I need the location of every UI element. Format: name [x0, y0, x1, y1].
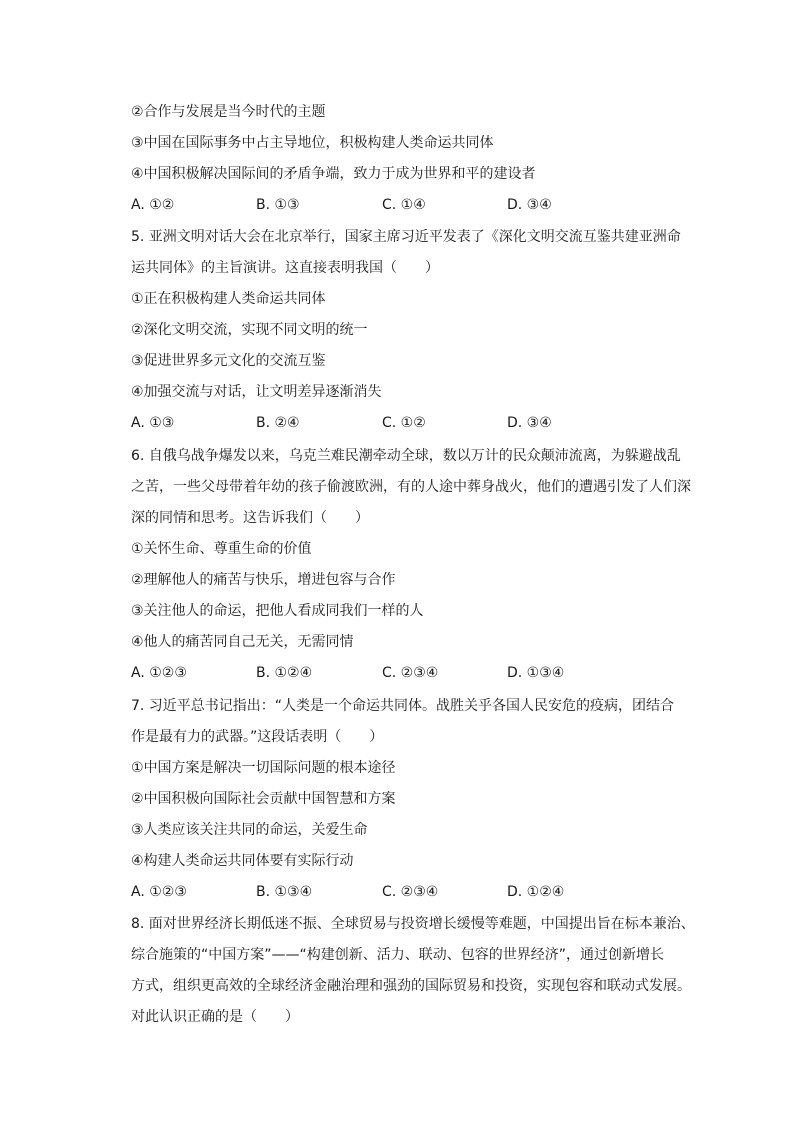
option-d: D. ①③④ — [507, 665, 565, 681]
statement-2: ②中国积极向国际社会贡献中国智慧和方案 — [131, 791, 396, 807]
question-5-stem: 5. 亚洲文明对话大会在北京举行，国家主席习近平发表了《深化文明交流互鉴共建亚洲命 — [131, 229, 681, 245]
question-8-stem-cont: 对此认识正确的是（ ） — [131, 1009, 299, 1025]
statement-3: ③中国在国际事务中占主导地位，积极构建人类命运共同体 — [131, 135, 494, 151]
question-6-stem-cont: 之苦，一些父母带着年幼的孩子偷渡欧洲，有的人途中葬身战火，他们的遭遇引发了人们深 — [131, 479, 691, 495]
question-6-stem-cont: 深的同情和思考。这告诉我们（ ） — [131, 510, 369, 526]
statement-1: ①正在积极构建人类命运共同体 — [131, 291, 326, 307]
question-8-stem: 8. 面对世界经济长期低迷不振、全球贸易与投资增长缓慢等难题，中国提出旨在标本兼治、 — [131, 916, 695, 932]
statement-4: ④加强交流与对话，让文明差异逐渐消失 — [131, 384, 382, 400]
statement-2: ②理解他人的痛苦与快乐，增进包容与合作 — [131, 572, 396, 588]
option-a: A. ①②③ — [131, 665, 187, 681]
question-8-stem-cont: 综合施策的“中国方案”——“构建创新、活力、联动、包容的世界经济”，通过创新增长 — [131, 947, 665, 963]
statement-4: ④他人的痛苦同自己无关，无需同情 — [131, 634, 354, 650]
question-8-stem-cont: 方式，组织更高效的全球经济金融治理和强劲的国际贸易和投资，实现包容和联动式发展。 — [131, 978, 691, 994]
option-b: B. ②④ — [256, 415, 300, 431]
question-7-stem-cont: 作是最有力的武器。”这段话表明（ ） — [131, 729, 384, 745]
option-b: B. ①②④ — [256, 665, 313, 681]
option-c: C. ②③④ — [382, 665, 439, 681]
option-c: C. ①② — [382, 415, 426, 431]
option-d: D. ①②④ — [507, 884, 565, 900]
option-b: B. ①③④ — [256, 884, 313, 900]
option-d: D. ③④ — [507, 197, 552, 213]
question-5-stem-cont: 运共同体》的主旨演讲。这直接表明我国（ ） — [131, 260, 439, 276]
option-a: A. ①②③ — [131, 884, 187, 900]
option-d: D. ③④ — [507, 415, 552, 431]
statement-3: ③促进世界多元文化的交流互鉴 — [131, 353, 326, 369]
statement-2: ②合作与发展是当今时代的主题 — [131, 104, 326, 120]
statement-4: ④中国积极解决国际间的矛盾争端，致力于成为世界和平的建设者 — [131, 166, 536, 182]
option-c: C. ②③④ — [382, 884, 439, 900]
statement-1: ①关怀生命、尊重生命的价值 — [131, 541, 312, 557]
option-a: A. ①② — [131, 197, 175, 213]
option-b: B. ①③ — [256, 197, 300, 213]
statement-1: ①中国方案是解决一切国际问题的根本途径 — [131, 760, 396, 776]
question-6-stem: 6. 自俄乌战争爆发以来，乌克兰难民潮牵动全球，数以万计的民众颠沛流离，为躲避战乱 — [131, 448, 681, 464]
statement-4: ④构建人类命运共同体要有实际行动 — [131, 853, 354, 869]
statement-3: ③人类应该关注共同的命运，关爱生命 — [131, 822, 368, 838]
statement-2: ②深化文明交流，实现不同文明的统一 — [131, 322, 368, 338]
question-7-stem: 7. 习近平总书记指出：“人类是一个命运共同体。战胜关乎各国人民安危的疫病，团结合 — [131, 698, 675, 714]
option-c: C. ①④ — [382, 197, 426, 213]
statement-3: ③关注他人的命运，把他人看成同我们一样的人 — [131, 603, 424, 619]
option-a: A. ①③ — [131, 415, 175, 431]
